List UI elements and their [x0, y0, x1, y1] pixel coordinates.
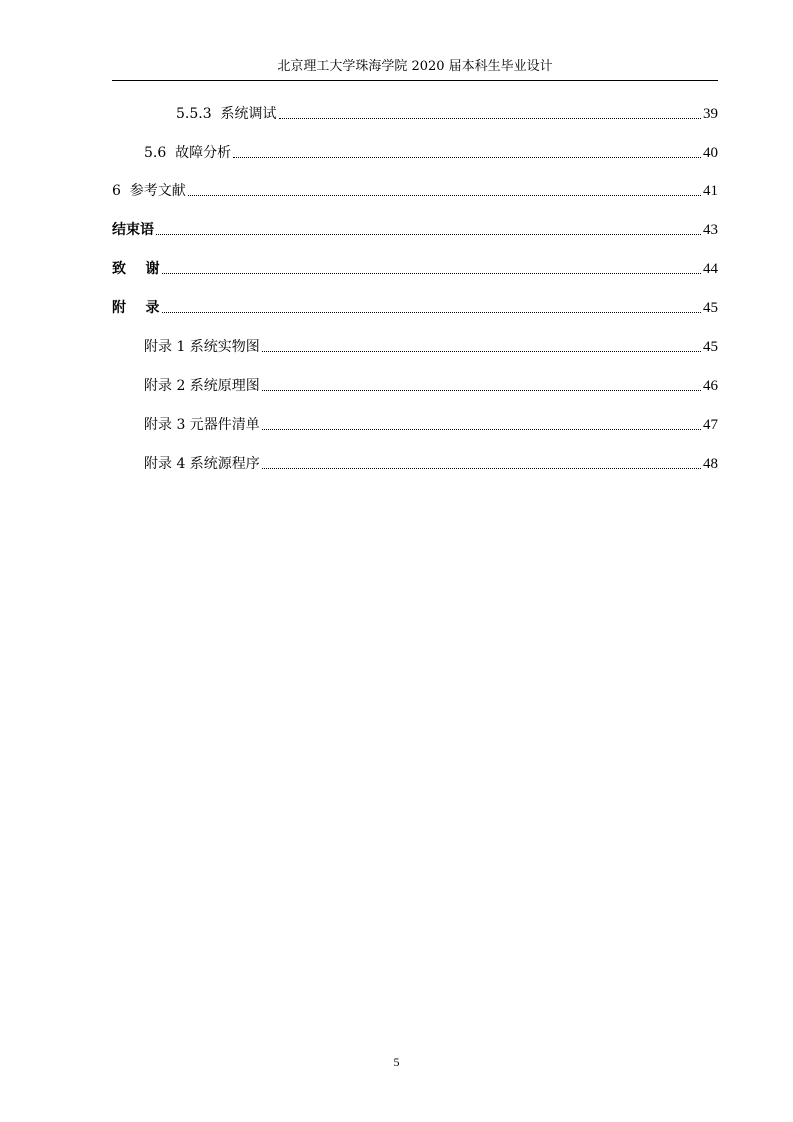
toc-entry-5-6[interactable]	[144, 143, 718, 163]
toc-entry-appendix-4[interactable]	[144, 454, 718, 474]
toc-entry-page: 40	[703, 145, 718, 161]
toc-entry-appendix-1[interactable]	[144, 337, 718, 357]
dot-leader	[162, 272, 702, 274]
running-header: 北京理工大学珠海学院 2020 届本科生毕业设计	[277, 59, 553, 74]
dot-leader	[156, 233, 701, 235]
toc-entry-page: 45	[703, 300, 718, 316]
toc-entry-conclusion[interactable]	[112, 220, 718, 240]
toc-entry-page: 46	[703, 378, 718, 394]
dot-leader	[262, 428, 701, 430]
toc-entry-label: 附录 1 系统实物图	[144, 339, 260, 355]
toc-entry-label: 附录 3 元器件清单	[144, 417, 260, 433]
toc-entry-label: 附 录	[112, 300, 160, 316]
toc-entry-label: 附录 2 系统原理图	[144, 378, 260, 394]
toc-entry-label: 5.5.3 系统调试	[176, 106, 277, 122]
dot-leader	[262, 350, 701, 352]
toc-entry-5-5-3[interactable]	[176, 104, 718, 124]
toc-entry-appendix-2[interactable]	[144, 376, 718, 396]
dot-leader	[162, 311, 702, 313]
toc-entry-page: 41	[703, 183, 718, 199]
header-rule	[112, 80, 718, 81]
toc-entry-6[interactable]	[112, 181, 718, 201]
toc-entry-page: 48	[703, 456, 718, 472]
toc-entry-label: 5.6 故障分析	[144, 145, 232, 161]
toc-entry-appendix-3[interactable]	[144, 415, 718, 435]
toc-entry-page: 43	[703, 222, 718, 238]
toc-entry-label: 附录 4 系统源程序	[144, 456, 260, 472]
dot-leader	[279, 117, 701, 119]
dot-leader	[262, 389, 701, 391]
dot-leader	[188, 194, 701, 196]
toc-entry-label: 致 谢	[112, 261, 160, 277]
toc-entry-page: 45	[703, 339, 718, 355]
dot-leader	[233, 156, 701, 158]
dot-leader	[262, 467, 701, 469]
toc-entry-label: 6 参考文献	[112, 183, 186, 199]
toc-entry-page: 44	[703, 261, 718, 277]
page-number: 5	[393, 1055, 400, 1069]
toc-entry-page: 39	[703, 106, 718, 122]
toc-entry-page: 47	[703, 417, 718, 433]
toc-entry-label: 结束语	[112, 222, 154, 238]
toc-entry-acknowledgements[interactable]	[112, 259, 718, 279]
toc-entry-appendix[interactable]	[112, 298, 718, 318]
